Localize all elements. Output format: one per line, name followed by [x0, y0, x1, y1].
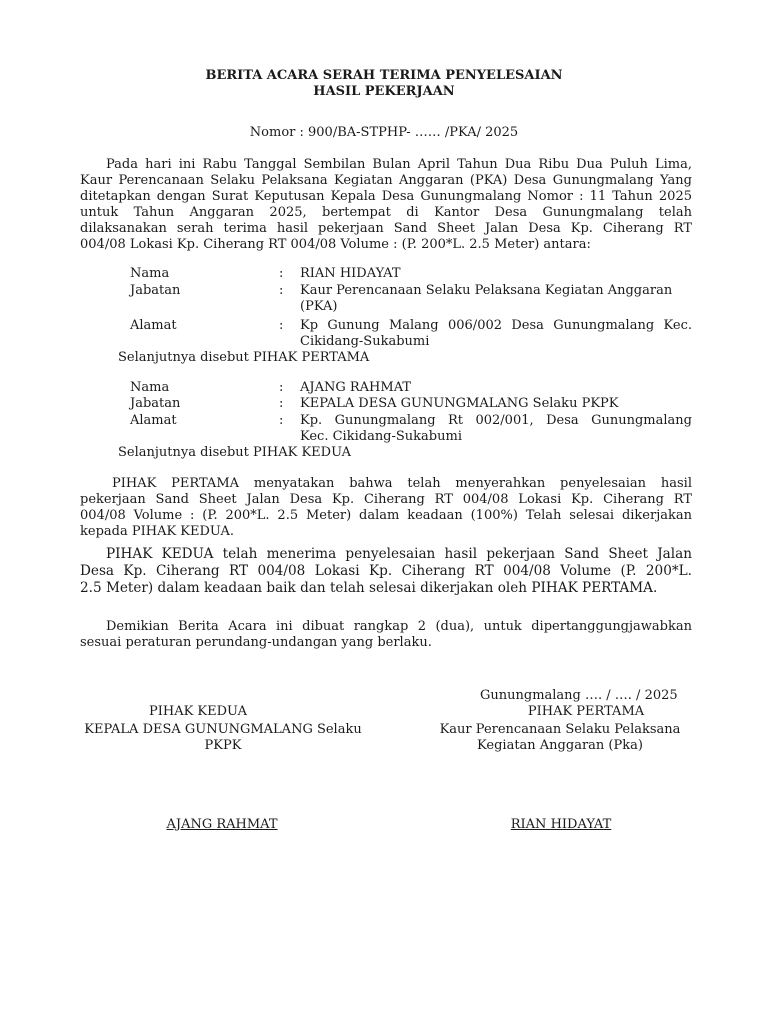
handover-line: kepada PIHAK KEDUA.	[80, 524, 235, 539]
intro-line: Pada hari ini Rabu Tanggal Sembilan Bulan April Tahun Dua Ribu Dua Puluh Lima,	[106, 157, 692, 172]
party-one-jabatan-line1: Kaur Perencanaan Selaku Pelaksana Kegiatan Anggaran	[300, 283, 673, 298]
left-signer-title-line1: KEPALA DESA GUNUNGMALANG Selaku	[84, 722, 362, 737]
party-two-alamat-line2: Kec. Cikidang-Sukabumi	[300, 429, 462, 444]
handover-line: pekerjaan Sand Sheet Jalan Desa Kp. Ciherang RT 004/08 Lokasi Kp. Ciherang RT	[80, 492, 692, 507]
colon: :	[279, 266, 284, 281]
party-one-jabatan-line2: (PKA)	[300, 299, 338, 314]
party-two-alamat-label: Alamat	[130, 413, 177, 428]
intro-line: 004/08 Lokasi Kp. Ciherang RT 004/08 Volume : (P. 200*L. 2.5 Meter) antara:	[80, 237, 591, 252]
closing-line: Demikian Berita Acara ini dibuat rangkap 2 (dua), untuk dipertanggungjawabkan	[106, 619, 692, 634]
party-two-referred: Selanjutnya disebut PIHAK KEDUA	[118, 445, 352, 460]
party-two-name-label: Nama	[130, 380, 170, 395]
right-signer-title-line1: Kaur Perencanaan Selaku Pelaksana	[439, 722, 681, 737]
party-one-alamat-line2: Cikidang-Sukabumi	[300, 334, 430, 349]
document-number: Nomor : 900/BA-STPHP- …… /PKA/ 2025	[249, 125, 519, 140]
closing-paragraph	[80, 619, 692, 651]
party-two-name-value: AJANG RAHMAT	[300, 380, 412, 395]
intro-paragraph	[80, 157, 692, 253]
party-one-name-value: RIAN HIDAYAT	[300, 266, 401, 281]
left-signer-name: AJANG RAHMAT	[166, 817, 278, 832]
right-signer-role: PIHAK PERTAMA	[527, 704, 645, 719]
party-one-jabatan-label: Jabatan	[130, 283, 181, 298]
colon: :	[279, 318, 284, 333]
intro-line: Kaur Perencanaan Selaku Pelaksana Kegiatan Anggaran (PKA) Desa Gunungmalang Yang	[80, 173, 692, 188]
acceptance-paragraph	[80, 546, 692, 597]
intro-line: ditetapkan dengan Surat Keputusan Kepala Desa Gunungmalang Nomor : 11 Tahun 2025	[80, 189, 692, 204]
colon: :	[279, 396, 284, 411]
acceptance-line: PIHAK KEDUA telah menerima penyelesaian hasil pekerjaan Sand Sheet Jalan	[106, 546, 692, 562]
intro-line: dilaksanakan serah terima hasil pekerjaan Sand Sheet Jalan Desa Kp. Ciherang RT	[80, 221, 692, 236]
left-signer-title-line2: PKPK	[204, 738, 242, 753]
colon: :	[279, 283, 284, 298]
party-one-name-label: Nama	[130, 266, 170, 281]
document-title-line1: BERITA ACARA SERAH TERIMA PENYELESAIAN	[205, 68, 563, 83]
party-one-referred: Selanjutnya disebut PIHAK PERTAMA	[118, 350, 370, 365]
party-two-jabatan-label: Jabatan	[130, 396, 181, 411]
party-two-jabatan-line1: KEPALA DESA GUNUNGMALANG Selaku PKPK	[300, 396, 619, 411]
right-signer-name: RIAN HIDAYAT	[510, 817, 612, 832]
acceptance-line: Desa Kp. Ciherang RT 004/08 Lokasi Kp. Ciherang RT 004/08 Volume (P. 200*L.	[80, 563, 692, 579]
intro-line: untuk Tahun Anggaran 2025, bertempat di Kantor Desa Gunungmalang telah	[80, 205, 692, 220]
place-date: Gunungmalang …. / …. / 2025	[480, 688, 678, 703]
handover-line: 004/08 Volume : (P. 200*L. 2.5 Meter) dalam keadaan (100%) Telah selesai dikerjakan	[80, 508, 692, 523]
party-one-alamat-line1: Kp Gunung Malang 006/002 Desa Gunungmalang Kec.	[300, 318, 692, 333]
party-one-alamat-label: Alamat	[130, 318, 177, 333]
left-signer-role: PIHAK KEDUA	[148, 704, 248, 719]
document-title-line2: HASIL PEKERJAAN	[313, 84, 455, 99]
party-two-alamat-line1: Kp. Gunungmalang Rt 002/001, Desa Gunungmalang	[300, 413, 692, 428]
closing-line: sesuai peraturan perundang-undangan yang berlaku.	[80, 635, 432, 650]
acceptance-line: 2.5 Meter) dalam keadaan baik dan telah selesai dikerjakan oleh PIHAK PERTAMA.	[80, 580, 658, 596]
colon: :	[279, 380, 284, 395]
handover-line: PIHAK PERTAMA menyatakan bahwa telah menyerahkan penyelesaian hasil	[112, 476, 692, 491]
handover-paragraph	[80, 476, 692, 540]
right-signer-title-line2: Kegiatan Anggaran (Pka)	[477, 738, 643, 753]
colon: :	[279, 413, 284, 428]
